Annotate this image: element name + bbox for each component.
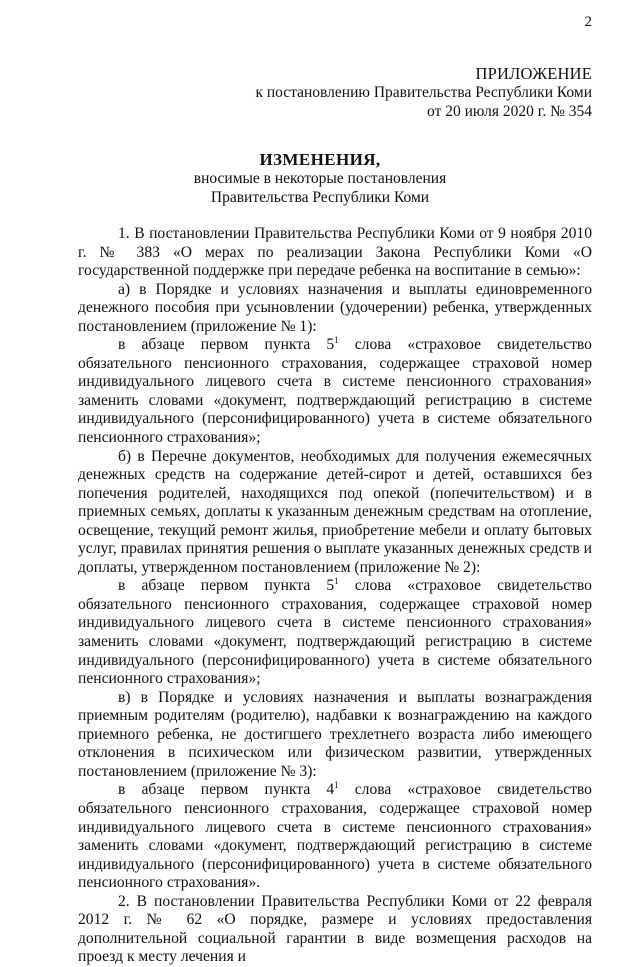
- paragraph-3: [78, 336, 592, 447]
- paragraph-6: в) в Порядке и условиях назначения и выплаты вознаграждения приемным родителям (родителю), надбавки к вознаграждению на каждого приемного ребенка, не достигшего трехлетнего возраста либо имеющего отклонения в психическом или физическом развитии, утвержденных постановлением (приложение № 3):: [78, 688, 592, 780]
- paragraph-8: 2. В постановлении Правительства Республики Коми от 22 февраля 2012 г. № 62 «О порядке, размере и условиях предоставления дополнительной социальной гарантии в виде возмещения расходов на проезд к месту лечения и: [78, 892, 592, 966]
- paragraph-7: [78, 781, 592, 892]
- paragraph-7-rest: слова «страховое свидетельство обязательного пенсионного страхования, содержащее страховой номер индивидуального лицевого счета в системе пенсионного страхования» заменить словами «документ, подтверждающий регистрацию в системе индивидуального (персонифицированного) учета в системе обязательного пенсионного страхования».: [78, 781, 592, 892]
- appendix-header: [172, 64, 592, 121]
- appendix-heading: ПРИЛОЖЕНИЕ: [475, 64, 592, 83]
- appendix-decree-line: к постановлению Правительства Республики Коми: [255, 84, 592, 101]
- page-number: 2: [584, 14, 592, 30]
- document-title: [160, 150, 480, 207]
- paragraph-5: [78, 577, 592, 688]
- document-body: [78, 225, 592, 967]
- title-subline-1: вносимые в некоторые постановления: [193, 170, 447, 187]
- paragraph-3-start: в абзаце первом пункта 5: [118, 336, 335, 354]
- paragraph-2: а) в Порядке и условиях назначения и выплаты единовременного денежного пособия при усыновлении (удочерении) ребенка, утвержденных постановлением (приложение № 1):: [78, 280, 592, 335]
- paragraph-7-start: в абзаце первом пункта 4: [118, 781, 335, 799]
- paragraph-3-rest: слова «страховое свидетельство обязательного пенсионного страхования, содержащее страховой номер индивидуального лицевого счета в системе пенсионного страхования» заменить словами «документ, подтверждающий регистрацию в системе индивидуального (персонифицированного) учета в системе обязательного пенсионного страхования»;: [78, 336, 592, 447]
- paragraph-7-superscript: 1: [334, 780, 339, 791]
- paragraph-5-start: в абзаце первом пункта 5: [118, 577, 335, 595]
- title-main: ИЗМЕНЕНИЯ,: [259, 150, 381, 169]
- paragraph-4: б) в Перечне документов, необходимых для получения ежемесячных денежных средств на содержание детей-сирот и детей, оставшихся без попечения родителей, находящихся под опекой (попечительством) и в приемных семьях, доплаты к указанным денежным средствам на отопление, освещение, текущий ремонт жилья, приобретение мебели и оплату бытовых услуг, правилах принятия решения о выплате указанных денежных средств и доплаты, утвержденном постановлением (приложение № 2):: [78, 447, 592, 576]
- paragraph-5-rest: слова «страховое свидетельство обязательного пенсионного страхования, содержащее страховой номер индивидуального лицевого счета в системе пенсионного страхования» заменить словами «документ, подтверждающий регистрацию в системе индивидуального (персонифицированного) учета в системе обязательного пенсионного страхования»;: [78, 577, 592, 688]
- paragraph-3-superscript: 1: [334, 335, 339, 346]
- paragraph-1: 1. В постановлении Правительства Республики Коми от 9 ноября 2010 г. № 383 «О мерах по реализации Закона Республики Коми «О государственной поддержке при передаче ребенка на воспитание в семью»:: [78, 225, 592, 280]
- title-subline-2: Правительства Республики Коми: [210, 189, 430, 206]
- paragraph-5-superscript: 1: [334, 576, 339, 587]
- appendix-date-line: от 20 июля 2020 г. № 354: [427, 103, 592, 120]
